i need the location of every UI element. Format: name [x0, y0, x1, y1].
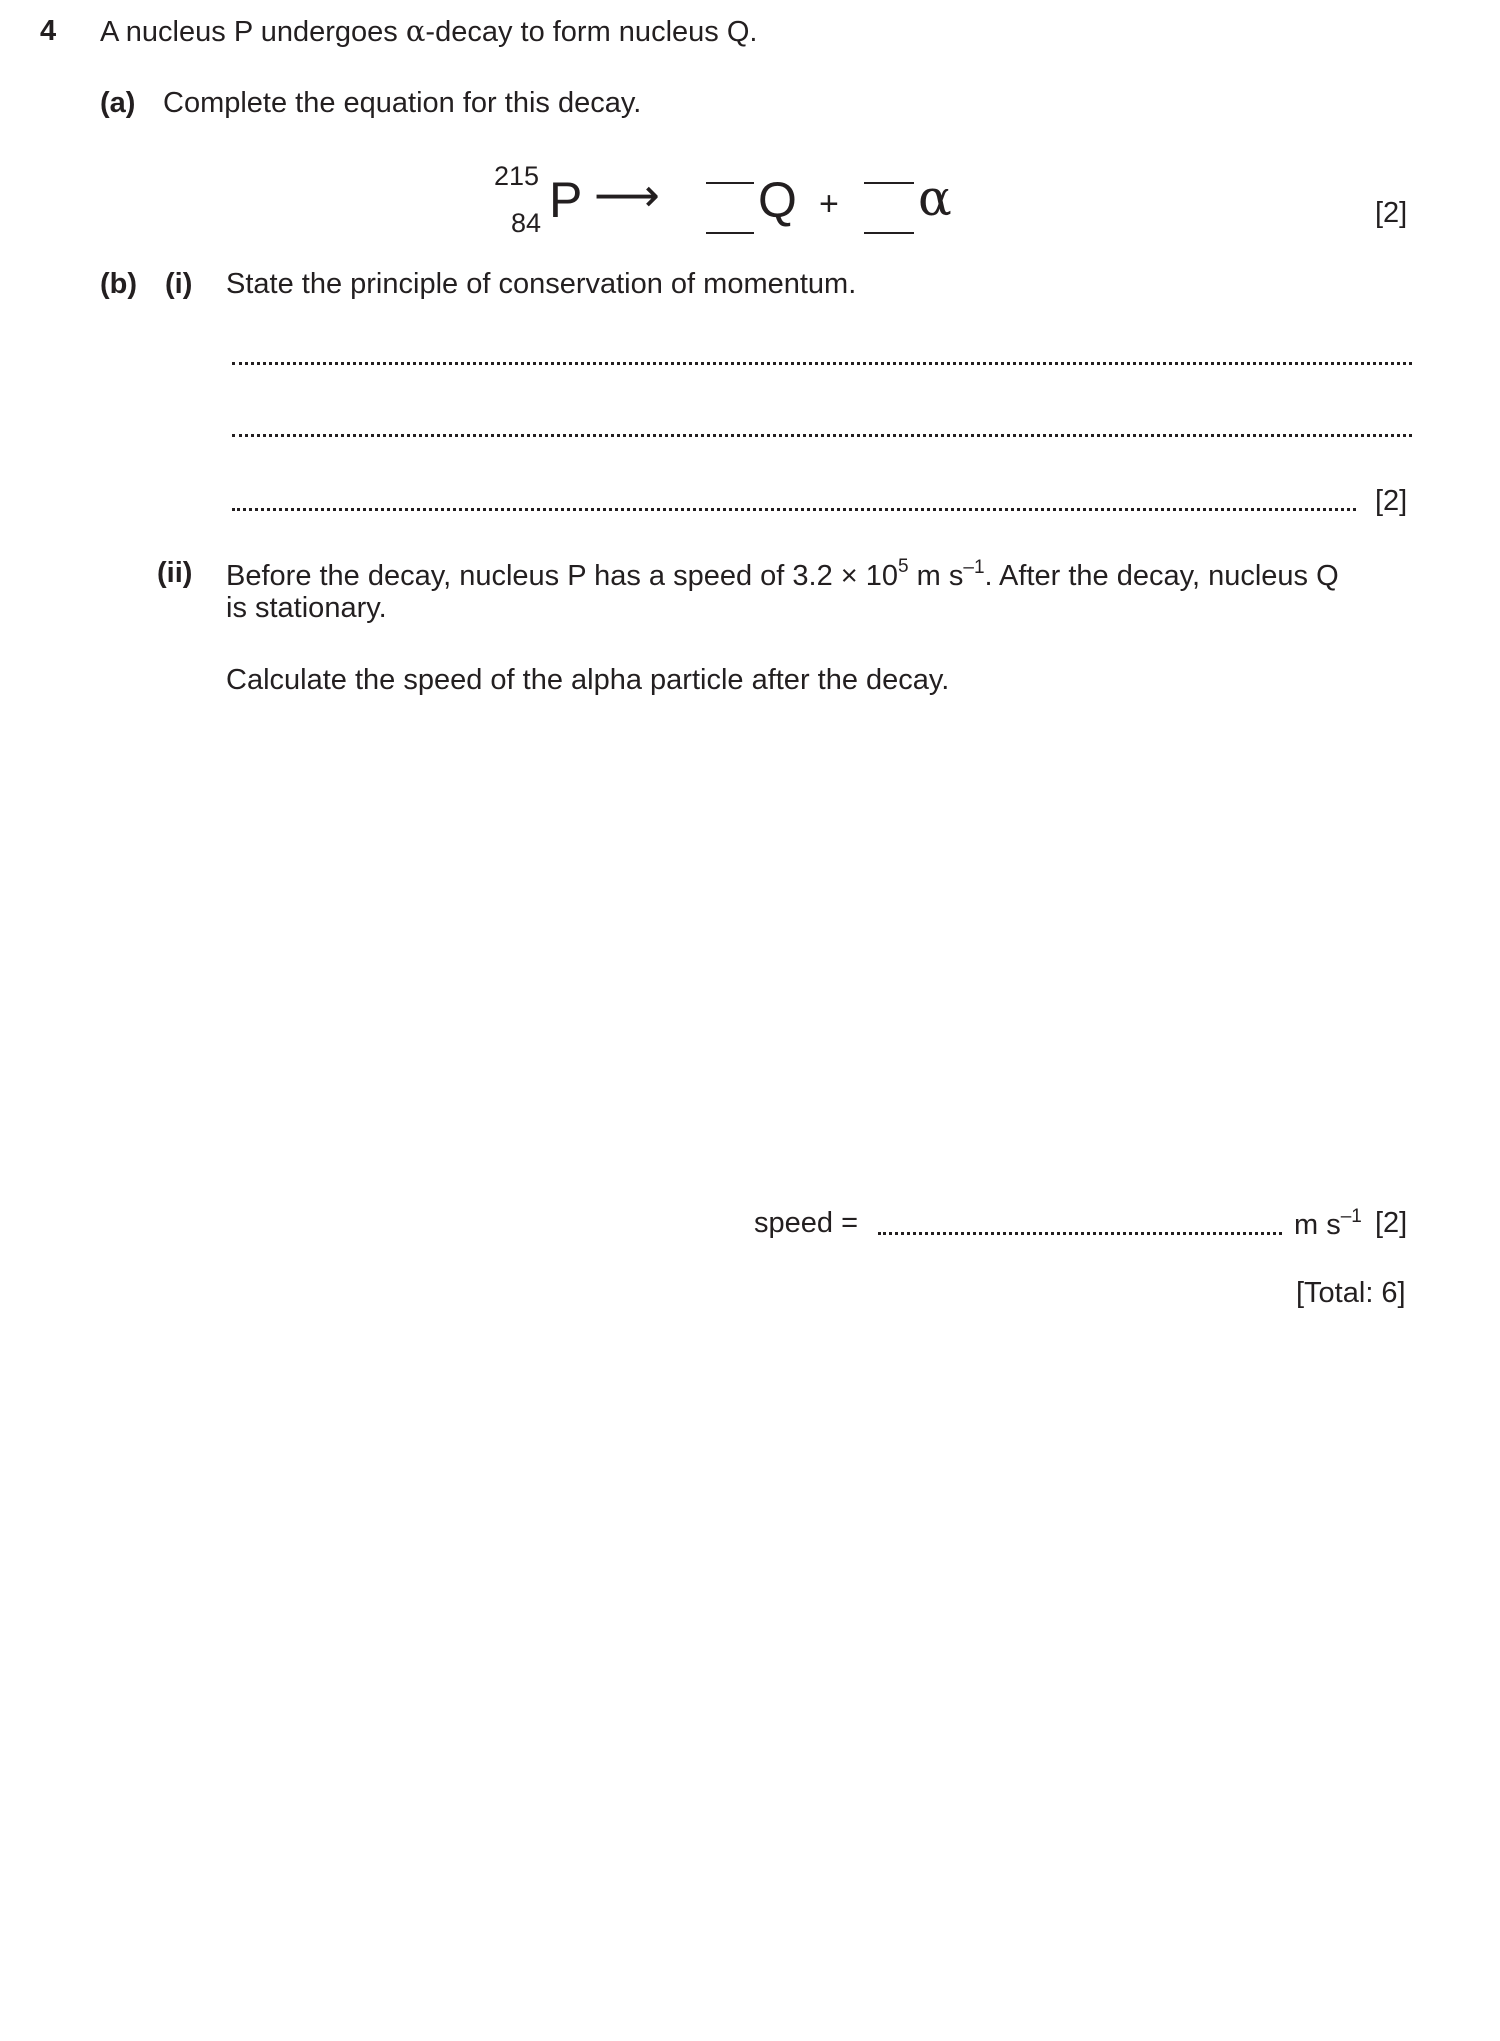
part-b-ii-line-1	[226, 556, 1339, 594]
daughter-atomic-blank[interactable]	[706, 232, 754, 234]
question-number: 4	[40, 15, 57, 47]
parent-mass-number: 215	[494, 161, 540, 191]
speed-answer-unit-exponent: –1	[1340, 1206, 1362, 1227]
stem-text-before: A nucleus P undergoes	[100, 16, 406, 48]
daughter-symbol: Q	[758, 172, 797, 228]
speed-answer-unit	[1294, 1206, 1362, 1243]
part-b-ii-instruction: Calculate the speed of the alpha particle after the decay.	[226, 664, 950, 696]
part-b-ii-marks: [2]	[1375, 1207, 1408, 1239]
speed-answer-line[interactable]	[878, 1232, 1282, 1235]
alpha-mass-blank[interactable]	[864, 182, 914, 184]
part-a-marks: [2]	[1375, 197, 1408, 229]
statement-continued: . After the decay, nucleus Q	[984, 560, 1339, 592]
speed-statement: Before the decay, nucleus P has a speed of 3.2 × 10	[226, 560, 899, 592]
part-a-text: Complete the equation for this decay.	[163, 87, 642, 119]
plus-sign: +	[819, 185, 839, 223]
alpha-atomic-blank[interactable]	[864, 232, 914, 234]
part-b-ii-label: (ii)	[157, 557, 193, 589]
part-b-ii-line-2: is stationary.	[226, 592, 387, 624]
part-b-i-label: (i)	[165, 268, 193, 300]
parent-symbol: P	[549, 172, 583, 228]
reaction-arrow: ⟶	[594, 168, 660, 222]
question-stem	[100, 14, 757, 50]
speed-unit-exponent: –1	[963, 557, 985, 578]
speed-answer-unit-base: m s	[1294, 1209, 1341, 1241]
power-exponent: 5	[898, 556, 909, 577]
answer-line-3[interactable]	[232, 508, 1356, 511]
total-marks: [Total: 6]	[1296, 1277, 1406, 1309]
answer-line-2[interactable]	[232, 434, 1412, 437]
part-b-i-text: State the principle of conservation of momentum.	[226, 268, 857, 300]
alpha-particle-symbol: α	[918, 169, 952, 227]
part-b-i-marks: [2]	[1375, 485, 1408, 517]
daughter-mass-blank[interactable]	[706, 182, 754, 184]
speed-answer-label: speed =	[754, 1207, 859, 1239]
part-b-label: (b)	[100, 268, 138, 300]
answer-line-1[interactable]	[232, 362, 1412, 365]
parent-atomic-number: 84	[511, 208, 542, 238]
alpha-symbol: α	[405, 14, 426, 48]
part-a-label: (a)	[100, 87, 136, 119]
stem-text-after: -decay to form nucleus Q.	[425, 16, 758, 48]
speed-unit: m s	[908, 560, 964, 592]
